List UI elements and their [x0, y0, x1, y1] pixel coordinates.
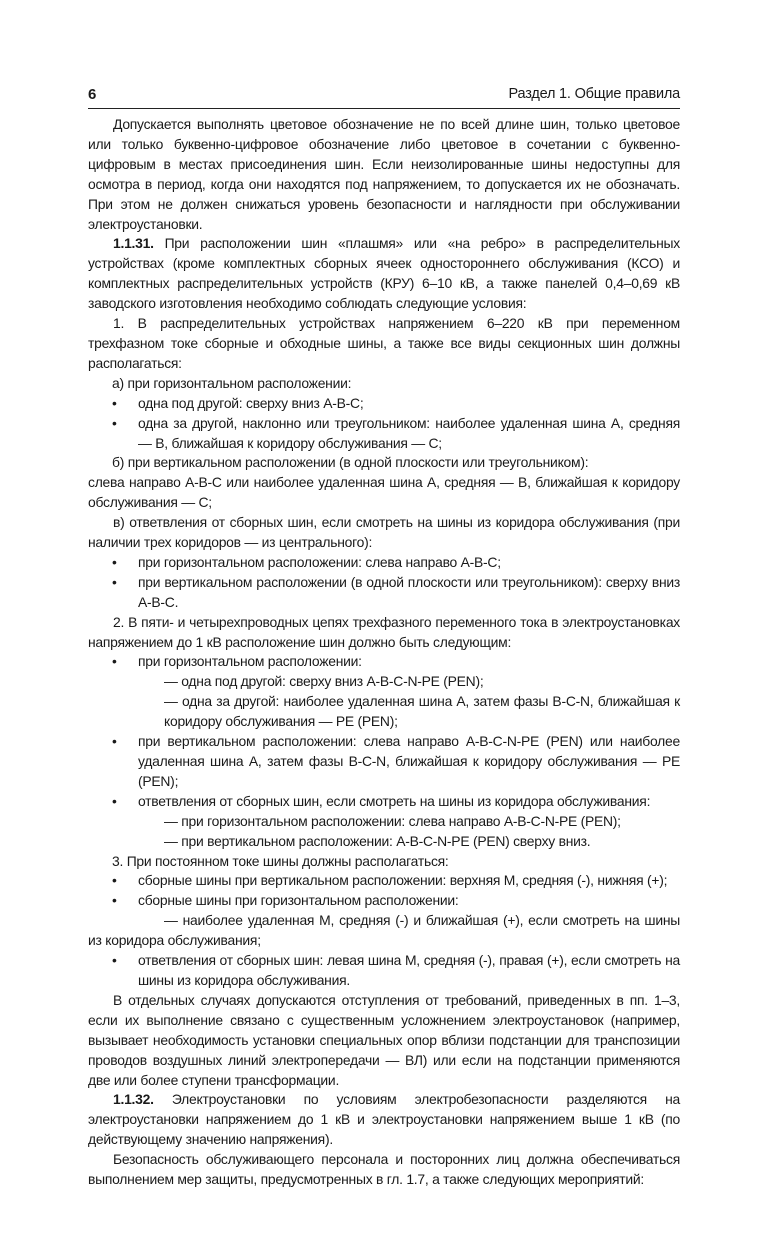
sub-item: в) ответвления от сборных шин, если смотреть на шины из коридора обслуживания (при наличии трех коридоров — из центрального):	[88, 514, 680, 551]
bullet-item: • при горизонтальном расположении:	[88, 652, 680, 672]
clause-1-1-32	[88, 1090, 680, 1150]
clause-number: 1.1.32.	[113, 1091, 154, 1108]
paragraph: 2. В пяти- и четырехпроводных цепях трехфазного переменного тока в электроустановках напряжением до 1 кВ расположение шин должно быть следующим:	[88, 613, 680, 650]
page-number: 6	[88, 86, 97, 103]
page-header	[88, 84, 680, 109]
bullet-item: • сборные шины при горизонтальном расположении:	[88, 891, 680, 911]
bullet-item: • ответвления от сборных шин: левая шина М, средняя (-), правая (+), если смотреть на шины из коридора обслуживания.	[88, 951, 680, 991]
sub-item: б) при вертикальном расположении (в одной плоскости или треугольником):	[112, 454, 589, 471]
paragraph: 3. При постоянном токе шины должны располагаться:	[112, 852, 449, 869]
clause-text: Электроустановки по условиям электробезопасности разделяются на электроустановки напряжением до 1 кВ и электроустановки напряжением выше 1 кВ (по действующему значению напряжения).	[88, 1091, 680, 1148]
bullet-item: • при вертикальном расположении (в одной плоскости или треугольником): сверху вниз А-В-С.	[88, 573, 680, 613]
sub-item: а) при горизонтальном расположении:	[112, 374, 352, 391]
dash-item: — одна за другой: наиболее удаленная шина А, затем фазы В-С-N, ближайшая к коридору обслуживания — PE (PEN);	[164, 693, 680, 730]
bullet-item: • одна под другой: сверху вниз А-В-С;	[88, 394, 680, 414]
clause-1-1-31	[88, 234, 680, 314]
bullet-item: • при горизонтальном расположении: слева направо А-В-С;	[88, 553, 680, 573]
paragraph: слева направо А-В-С или наиболее удаленная шина А, средняя — В, ближайшая к коридору обслуживания — С;	[88, 474, 680, 511]
clause-number: 1.1.31.	[113, 235, 154, 252]
dash-item: — при горизонтальном расположении: слева направо А-В-С-N-PE (PEN);	[164, 812, 621, 829]
paragraph: Безопасность обслуживающего персонала и посторонних лиц должна обеспечиваться выполнением мер защиты, предусмотренных в гл. 1.7, а также следующих мероприятий:	[88, 1151, 680, 1188]
paragraph: В отдельных случаях допускаются отступления от требований, приведенных в пп. 1–3, если их выполнение связано с существенным усложнением электроустановок (например, вызывает необходимость установки специальных опор вблизи подстанции для транспозиции проводов воздушных линий электропередачи — ВЛ) или если на подстанции применяются две или более ступени трансформации.	[88, 991, 680, 1088]
clause-text: При расположении шин «плашмя» или «на ребро» в распределительных устройствах (кроме комплектных сборных ячеек одностороннего обслуживания (КСО) и комплектных распределительных устройств (КРУ) 6–10 кВ, а также панелей 0,4–0,69 кВ заводского изготовления необходимо соблюдать следующие условия:	[88, 235, 680, 312]
body-text	[88, 115, 680, 1190]
bullet-item: • одна за другой, наклонно или треугольником: наиболее удаленная шина А, средняя — В, ближайшая к коридору обслуживания — С;	[88, 414, 680, 454]
bullet-item: • при вертикальном расположении: слева направо А-В-С-N-PE (PEN) или наиболее удаленная шина А, затем фазы В-С-N, ближайшая к коридору обслуживания — PE (PEN);	[88, 732, 680, 792]
section-title: Раздел 1. Общие правила	[508, 86, 680, 102]
paragraph: 1. В распределительных устройствах напряжением 6–220 кВ при переменном трехфазном токе сборные и обходные шины, а также все виды секционных шин должны располагаться:	[88, 315, 680, 371]
dash-item: — одна под другой: сверху вниз А-В-С-N-PE (PEN);	[164, 673, 484, 690]
dash-item: — наиболее удаленная М, средняя (-) и ближайшая (+), если смотреть на шины из коридора обслуживания;	[88, 912, 680, 949]
paragraph: Допускается выполнять цветовое обозначение не по всей длине шин, только цветовое или только буквенно-цифровое обозначение либо цветовое в сочетании с буквенно-цифровым в местах присоединения шин. Если неизолированные шины недоступны для осмотра в период, когда они находятся под напряжением, то допускается их не обозначать. При этом не должен снижаться уровень безопасности и наглядности при обслуживании электроустановки.	[88, 116, 680, 232]
bullet-item: • ответвления от сборных шин, если смотреть на шины из коридора обслуживания:	[88, 792, 680, 812]
dash-item: — при вертикальном расположении: А-В-С-N-PE (PEN) сверху вниз.	[164, 832, 591, 849]
bullet-item: • сборные шины при вертикальном расположении: верхняя М, средняя (-), нижняя (+);	[88, 871, 680, 891]
